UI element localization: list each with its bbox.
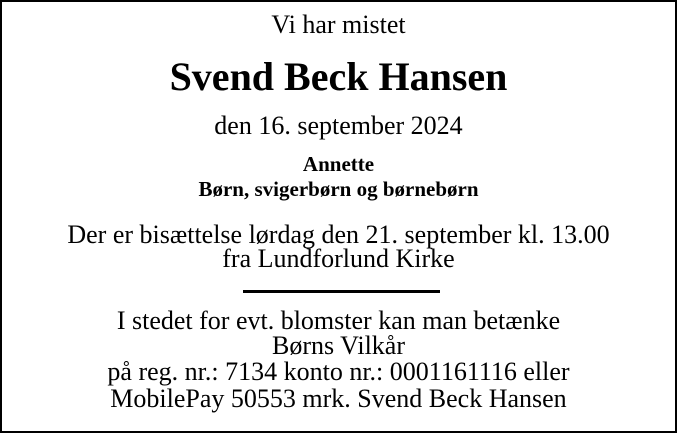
donation-charity: Børns Vilkår [271,331,405,360]
date-of-death: den 16. september 2024 [214,111,463,140]
donation-bank-details: på reg. nr.: 7134 konto nr.: 0001161116 eller [107,357,570,386]
funeral-location: fra Lundforlund Kirke [222,244,455,273]
intro-text: Vi har mistet [271,10,406,39]
donation-mobilepay: MobilePay 50553 mrk. Svend Beck Hansen [110,384,567,413]
deceased-name: Svend Beck Hansen [169,54,508,99]
family-member-name: Annette [302,152,375,176]
family-members-line: Børn, svigerbørn og børnebørn [198,177,479,201]
donation-intro: I stedet for evt. blomster kan man betænke [116,306,561,335]
divider-line [243,290,440,293]
funeral-details: Der er bisættelse lørdag den 21. september kl. 13.00 [67,220,610,249]
